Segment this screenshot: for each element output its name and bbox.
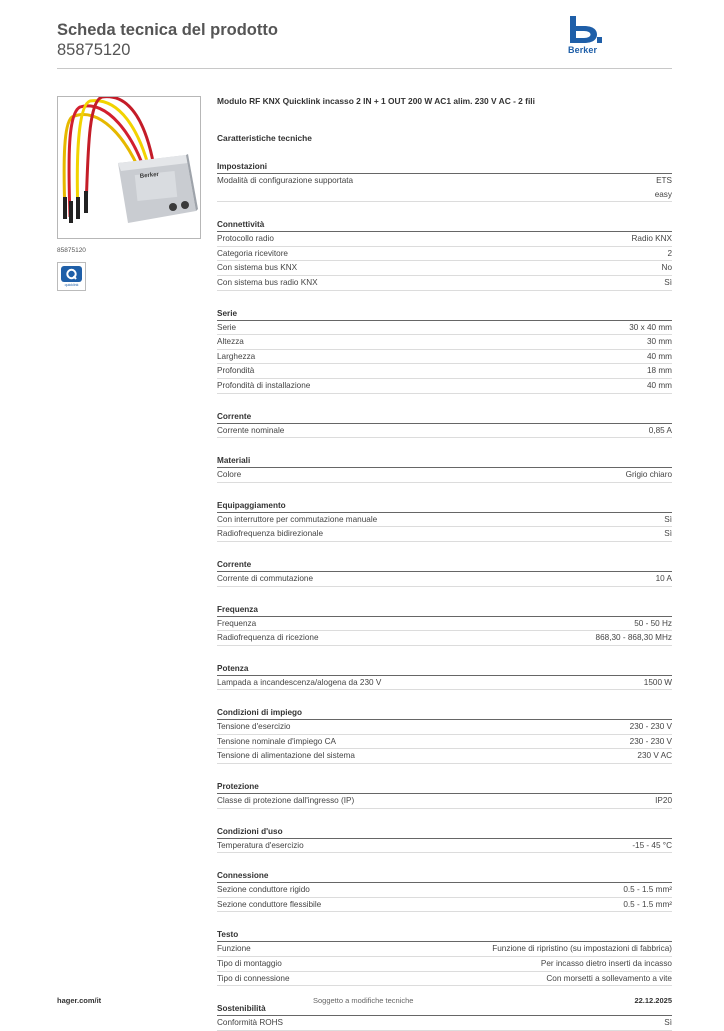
spec-value: 50 - 50 Hz (634, 618, 672, 628)
spec-row (217, 513, 672, 528)
spec-value: 30 x 40 mm (629, 322, 672, 332)
spec-section (217, 499, 672, 542)
section-title: Materiali (217, 454, 672, 468)
spec-row (217, 942, 672, 957)
spec-row (217, 957, 672, 972)
spec-row (217, 321, 672, 336)
spec-value: Sì (664, 1018, 672, 1028)
brand-name: Berker (568, 45, 598, 55)
spec-section (217, 1002, 672, 1031)
spec-value: 2 (667, 248, 672, 258)
spec-value: 230 V AC (637, 751, 672, 761)
spec-value: Sì (664, 529, 672, 539)
spec-value: Funzione di ripristino (su impostazioni di fabbrica) (492, 944, 672, 954)
spec-row (217, 350, 672, 365)
spec-row (217, 572, 672, 587)
quicklink-badge (57, 262, 86, 291)
spec-label: Profondità (217, 366, 255, 376)
spec-row (217, 720, 672, 735)
spec-label: Conformità ROHS (217, 1018, 283, 1028)
section-title: Corrente (217, 558, 672, 572)
spec-row (217, 468, 672, 483)
spec-value: Per incasso dietro inserti da incasso (540, 959, 672, 969)
spec-label: Tensione di alimentazione del sistema (217, 751, 355, 761)
spec-value: 0.5 - 1.5 mm² (623, 899, 672, 909)
spec-row (217, 735, 672, 750)
spec-column (217, 95, 672, 1031)
spec-section (217, 869, 672, 912)
section-title: Condizioni di impiego (217, 706, 672, 720)
spec-label: Lampada a incandescenza/alogena da 230 V (217, 677, 382, 687)
tech-features-heading: Caratteristiche tecniche (217, 133, 312, 143)
spec-label: Con sistema bus KNX (217, 263, 298, 273)
spec-row (217, 898, 672, 913)
product-name: Modulo RF KNX Quicklink incasso 2 IN + 1 OUT 200 W AC1 alim. 230 V AC - 2 fili (217, 96, 535, 106)
spec-row (217, 749, 672, 764)
spec-section (217, 928, 672, 986)
section-title: Equipaggiamento (217, 499, 672, 513)
spec-value: -15 - 45 °C (632, 840, 672, 850)
spec-label: Profondità di installazione (217, 380, 311, 390)
section-title: Frequenza (217, 603, 672, 617)
spec-row (217, 794, 672, 809)
spec-row (217, 617, 672, 632)
spec-label: Tipo di connessione (217, 973, 290, 983)
spec-label: Con sistema bus radio KNX (217, 277, 318, 287)
spec-row (217, 527, 672, 542)
spec-label: Temperatura d'esercizio (217, 840, 304, 850)
spec-label: Serie (217, 322, 237, 332)
section-title: Condizioni d'uso (217, 825, 672, 839)
spec-row (217, 247, 672, 262)
section-title: Impostazioni (217, 160, 672, 174)
device-brand-label: Berker (139, 171, 160, 180)
spec-value-line: ETS (656, 176, 672, 185)
header-divider (57, 68, 672, 69)
spec-label: Sezione conduttore flessibile (217, 899, 322, 909)
spec-value-line: easy (654, 189, 672, 199)
spec-value: 10 A (655, 573, 672, 583)
spec-value: 0,85 A (648, 425, 672, 435)
spec-section (217, 780, 672, 809)
spec-value: No (661, 263, 672, 273)
spec-label: Categoria ricevitore (217, 248, 288, 258)
spec-section (217, 558, 672, 587)
spec-label: Tensione nominale d'impiego CA (217, 736, 336, 746)
spec-row (217, 883, 672, 898)
spec-label: Tipo di montaggio (217, 959, 282, 969)
spec-section (217, 603, 672, 646)
spec-label: Modalità di configurazione supportata (217, 176, 354, 185)
berker-logo (568, 16, 604, 58)
spec-value: 1500 W (643, 677, 672, 687)
device-illustration (58, 97, 200, 238)
spec-row (217, 424, 672, 439)
spec-section (217, 307, 672, 394)
spec-row (217, 276, 672, 291)
spec-value: Con morsetti a sollevamento a vite (546, 973, 672, 983)
section-title: Connessione (217, 869, 672, 883)
spec-label: Radiofrequenza bidirezionale (217, 529, 324, 539)
footer-disclaimer: Soggetto a modifiche tecniche (313, 996, 414, 1005)
spec-label: Classe di protezione dall'ingresso (IP) (217, 796, 355, 806)
spec-label: Funzione (217, 944, 251, 954)
section-title: Potenza (217, 662, 672, 676)
footer-website: hager.com/it (57, 996, 102, 1005)
section-title: Testo (217, 928, 672, 942)
spec-value: 230 - 230 V (629, 722, 672, 732)
page-title: Scheda tecnica del prodotto (57, 21, 278, 39)
spec-row (217, 364, 672, 379)
spec-row (217, 631, 672, 646)
spec-label: Sezione conduttore rigido (217, 885, 310, 895)
image-caption: 85875120 (57, 247, 86, 254)
spec-value: 0.5 - 1.5 mm² (623, 885, 672, 895)
section-title: Corrente (217, 410, 672, 424)
spec-row (217, 839, 672, 854)
spec-row (217, 335, 672, 350)
spec-label: Colore (217, 470, 242, 480)
spec-label: Larghezza (217, 351, 256, 361)
spec-value: IP20 (655, 796, 672, 806)
spec-section (217, 662, 672, 691)
spec-sections (217, 160, 672, 1031)
spec-row (217, 261, 672, 276)
spec-section (217, 218, 672, 290)
section-title: Protezione (217, 780, 672, 794)
spec-label: Altezza (217, 337, 244, 347)
product-image (57, 96, 201, 239)
spec-label: Con interruttore per commutazione manuale (217, 514, 378, 524)
section-title: Serie (217, 307, 672, 321)
spec-value: Grigio chiaro (625, 470, 672, 480)
spec-section (217, 825, 672, 854)
spec-section (217, 706, 672, 764)
footer-date: 22.12.2025 (634, 996, 672, 1005)
spec-label: Protocollo radio (217, 234, 274, 244)
spec-value: 868,30 - 868,30 MHz (595, 633, 672, 643)
spec-section (217, 160, 672, 202)
spec-value: Sì (664, 514, 672, 524)
product-code: 85875120 (57, 41, 131, 59)
spec-value: 40 mm (646, 351, 672, 361)
spec-row (217, 232, 672, 247)
spec-value (655, 174, 672, 201)
section-title: Sostenibilità (217, 1002, 672, 1016)
spec-value: 18 mm (646, 366, 672, 376)
section-title: Connettività (217, 218, 672, 232)
spec-value: 30 mm (646, 337, 672, 347)
spec-value: Radio KNX (631, 234, 672, 244)
berker-b-icon (568, 16, 602, 44)
product-image-column (57, 96, 201, 291)
quicklink-label: quicklink (64, 283, 79, 287)
spec-value: 40 mm (646, 380, 672, 390)
spec-label: Corrente di commutazione (217, 573, 314, 583)
spec-label: Corrente nominale (217, 425, 285, 435)
spec-section (217, 454, 672, 483)
spec-row (217, 379, 672, 394)
spec-row (217, 174, 672, 202)
spec-row (217, 972, 672, 987)
spec-label: Tensione d'esercizio (217, 722, 291, 732)
spec-row (217, 676, 672, 691)
spec-value: Sì (664, 277, 672, 287)
spec-label: Frequenza (217, 618, 257, 628)
spec-section (217, 410, 672, 439)
spec-label: Radiofrequenza di ricezione (217, 633, 319, 643)
spec-value: 230 - 230 V (629, 736, 672, 746)
